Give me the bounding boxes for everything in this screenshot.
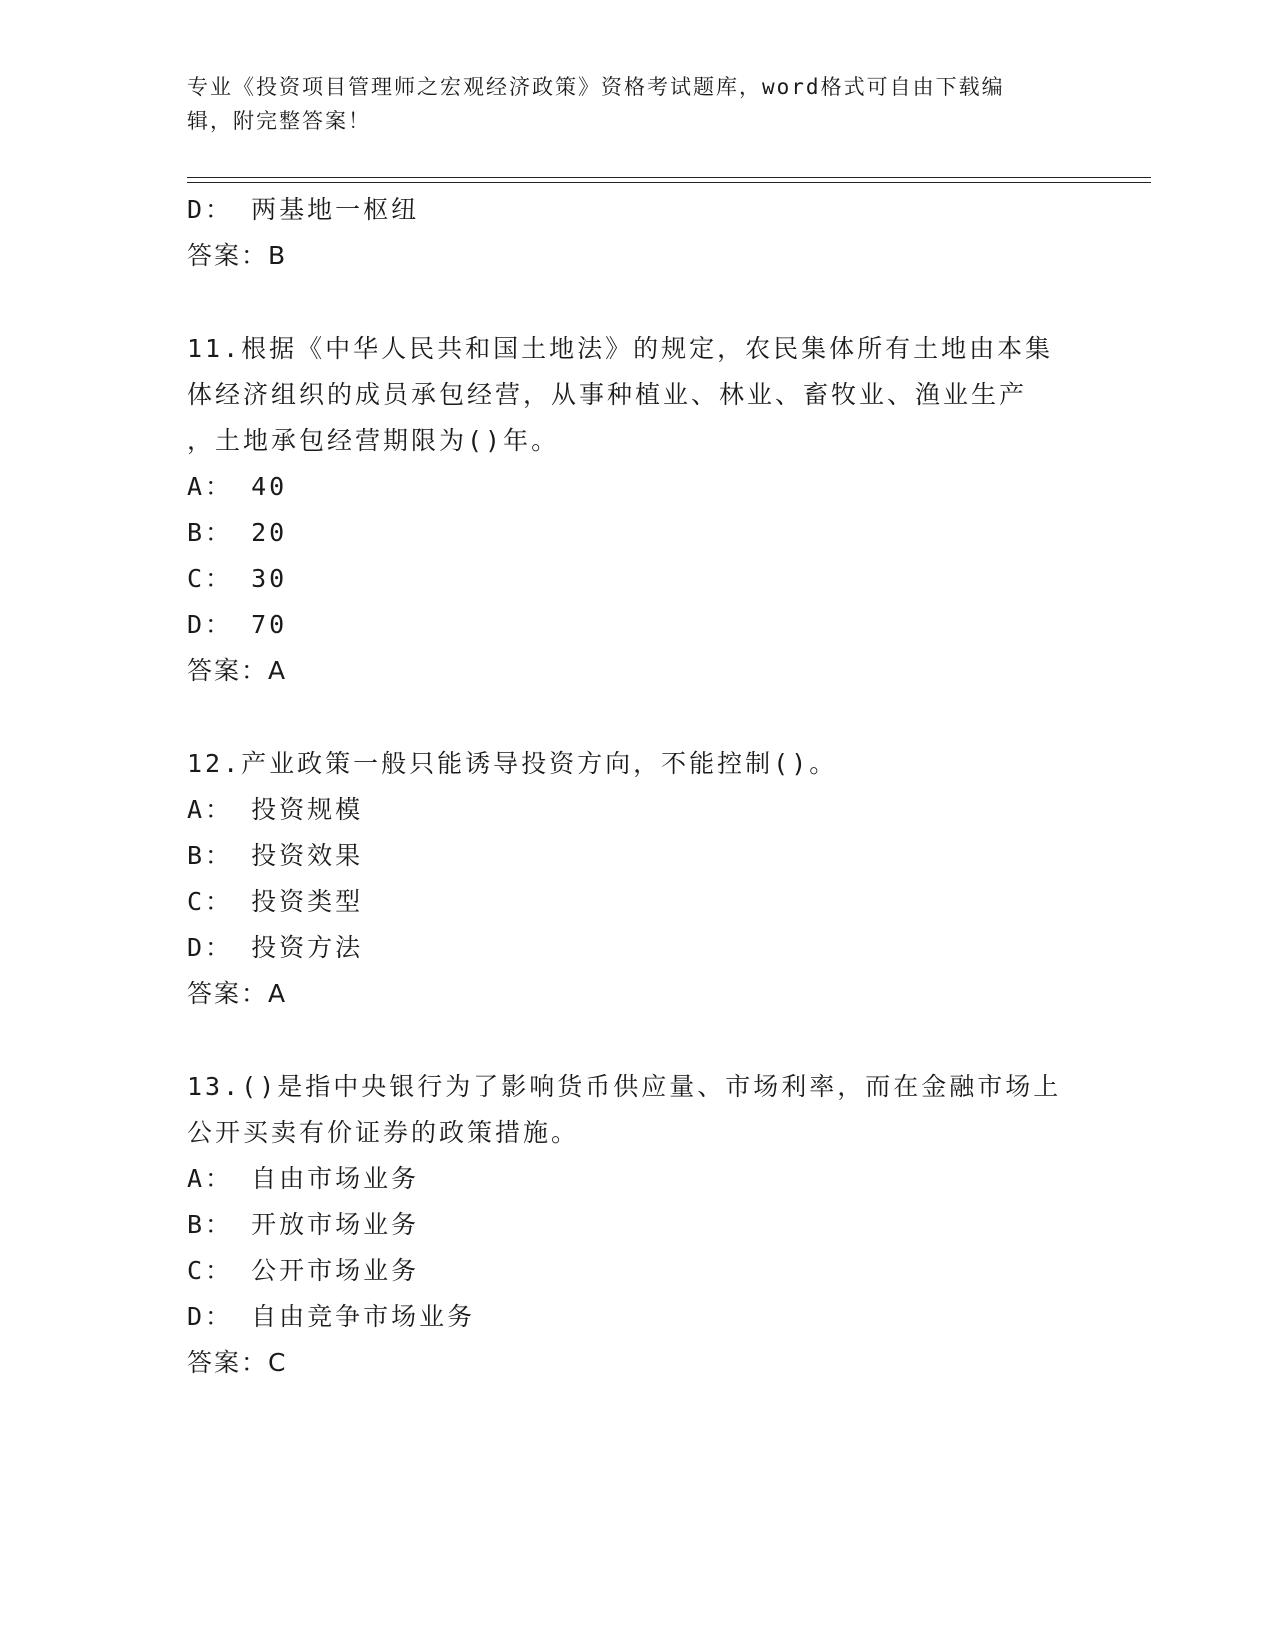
question-13: [187, 1064, 1087, 1386]
header-line-2: 辑，附完整答案！: [187, 109, 371, 133]
header-divider-top: [187, 177, 1151, 178]
question-stem-line: 12.产业政策一般只能诱导投资方向，不能控制()。: [187, 749, 838, 778]
prev-option-d: D： 两基地一枢纽: [187, 195, 420, 224]
question-stem-line: 13.()是指中央银行为了影响货币供应量、市场利率，而在金融市场上: [187, 1072, 1062, 1101]
document-header: [187, 70, 1087, 138]
option-c: C： 30: [187, 564, 288, 593]
option-d: D： 70: [187, 610, 288, 639]
answer: 答案：A: [187, 979, 288, 1008]
prev-answer: 答案：B: [187, 241, 288, 270]
question-stem-line: 公开买卖有价证券的政策措施。: [187, 1118, 580, 1147]
option-b: B： 20: [187, 518, 288, 547]
option-a: A： 自由市场业务: [187, 1164, 420, 1193]
option-b: B： 投资效果: [187, 841, 364, 870]
option-a: A： 投资规模: [187, 795, 364, 824]
option-a: A： 40: [187, 472, 288, 501]
option-c: C： 投资类型: [187, 887, 364, 916]
question-stem-line: 11.根据《中华人民共和国土地法》的规定，农民集体所有土地由本集: [187, 334, 1054, 363]
answer: 答案：C: [187, 1348, 288, 1377]
answer: 答案：A: [187, 656, 288, 685]
option-d: D： 自由竞争市场业务: [187, 1302, 476, 1331]
option-c: C： 公开市场业务: [187, 1256, 420, 1285]
header-line-1: 专业《投资项目管理师之宏观经济政策》资格考试题库，word格式可自由下载编: [187, 75, 1005, 99]
question-11: [187, 326, 1087, 694]
question-list: [187, 187, 1087, 1386]
header-divider-bottom: [187, 182, 1151, 183]
question-stem-line: 体经济组织的成员承包经营，从事种植业、林业、畜牧业、渔业生产: [187, 380, 1028, 409]
question-stem-line: ，土地承包经营期限为()年。: [187, 426, 560, 455]
option-b: B： 开放市场业务: [187, 1210, 420, 1239]
question-12: [187, 741, 1087, 1017]
option-d: D： 投资方法: [187, 933, 364, 962]
